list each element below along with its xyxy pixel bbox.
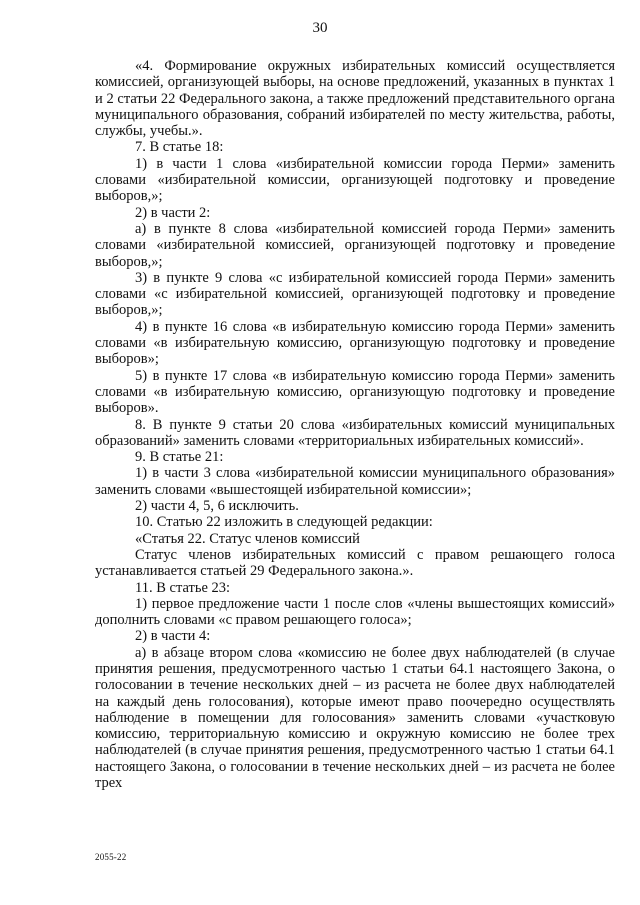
document-body <box>95 58 615 791</box>
paragraph: 10. Статью 22 изложить в следующей редакции: <box>135 514 433 531</box>
paragraph: 11. В статье 23: <box>135 579 231 596</box>
paragraph: 1) в части 3 слова «избирательной комиссии муниципального образования» заменить словами «вышестоящей избирательной комиссии»; <box>95 465 615 498</box>
document-code: 2055-22 <box>95 852 127 862</box>
paragraph: 8. В пункте 9 статьи 20 слова «избирательных комиссий муниципальных образований» заменить словами «территориальных избирательных комиссий». <box>95 416 615 449</box>
paragraph: 2) в части 2: <box>135 204 211 221</box>
paragraph: 3) в пункте 9 слова «с избирательной комиссией города Перми» заменить словами «с избирательной комиссией, организующей подготовку и проведение выборов,»; <box>95 269 615 319</box>
page-number: 30 <box>312 20 328 36</box>
paragraph: 2) части 4, 5, 6 исключить. <box>135 498 299 515</box>
paragraph: «4. Формирование окружных избирательных комиссий осуществляется комиссией, организующей выборы, на основе предложений, указанных в пунктах 1 и 2 статьи 22 Федерального закона, а также предложений представительного органа муниципального образования, собраний избирателей по месту жительства, работы, службы, учебы.». <box>95 58 615 140</box>
paragraph: 7. В статье 18: <box>135 139 224 156</box>
paragraph: а) в пункте 8 слова «избирательной комиссией города Перми» заменить словами «избирательной комиссией, организующей подготовку и проведение выборов,»; <box>95 220 615 270</box>
paragraph: а) в абзаце втором слова «комиссию не более двух наблюдателей (в случае принятия решения, предусмотренного частью 1 статьи 64.1 настоящего Закона, о голосовании в течение нескольких дней – из расчета не более двух наблюдателей на каждый день голосования), которые имеют право поочередно осуществлять наблюдение в помещении для голосования» заменить словами «участковую комиссию, территориальную комиссию и окружную комиссию не более трех наблюдателей (в случае принятия решения, предусмотренного частью 1 статьи 64.1 настоящего Закона, о голосовании в течение нескольких дней – из расчета не более трех <box>95 644 615 792</box>
paragraph: 2) в части 4: <box>135 628 211 645</box>
paragraph: 9. В статье 21: <box>135 449 224 466</box>
paragraph: 4) в пункте 16 слова «в избирательную комиссию города Перми» заменить словами «в избирательную комиссию, организующую подготовку и проведение выборов»; <box>95 318 615 368</box>
paragraph: Статус членов избирательных комиссий с правом решающего голоса устанавливается статьей 29 Федерального закона.». <box>95 546 615 580</box>
paragraph: 1) первое предложение части 1 после слов «члены вышестоящих комиссий» дополнить словами «с правом решающего голоса»; <box>95 595 615 629</box>
paragraph: 1) в части 1 слова «избирательной комиссии города Перми» заменить словами «избирательной комиссии, организующей подготовку и проведение выборов,»; <box>95 155 615 205</box>
paragraph: 5) в пункте 17 слова «в избирательную комиссию города Перми» заменить словами «в избирательную комиссию, организующую подготовку и проведение выборов». <box>95 367 615 417</box>
paragraph: «Статья 22. Статус членов комиссий <box>135 530 360 547</box>
